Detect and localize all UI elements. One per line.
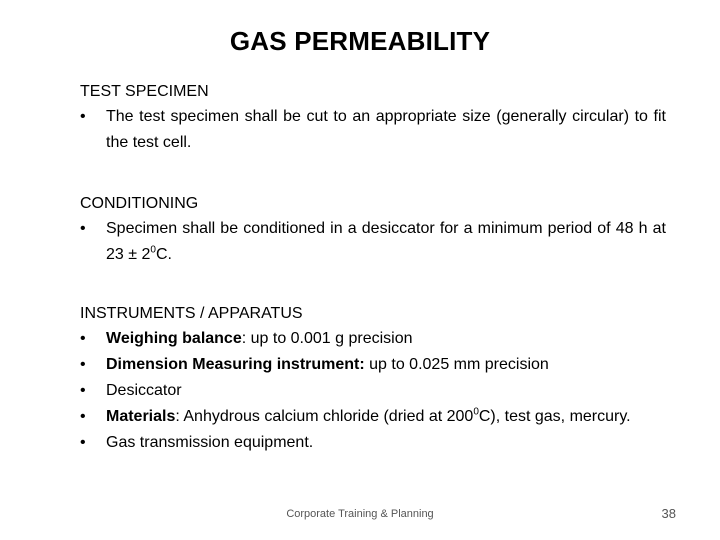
list-item <box>80 104 666 156</box>
item-text: Specimen shall be conditioned in a desiccator for a minimum period of 48 h at 23 ± 2 <box>106 220 666 263</box>
bullet-icon: • <box>80 356 86 373</box>
list-item <box>80 404 666 430</box>
list-item <box>80 352 666 378</box>
item-text: : up to 0.001 g precision <box>241 330 413 347</box>
bullet-icon: • <box>80 330 86 347</box>
list-item <box>80 378 666 404</box>
item-label: Weighing balance <box>106 330 242 347</box>
bullet-list <box>80 216 666 268</box>
section-test-specimen <box>80 82 666 156</box>
section-heading: INSTRUMENTS / APPARATUS <box>80 305 303 322</box>
item-label: Materials <box>106 408 176 425</box>
footer-text: Corporate Training & Planning <box>286 508 434 520</box>
item-text: : Anhydrous calcium chloride (dried at 200 <box>175 408 474 425</box>
section-heading: TEST SPECIMEN <box>80 83 209 100</box>
bullet-icon: • <box>80 434 86 451</box>
item-label: Dimension Measuring instrument: <box>106 356 365 373</box>
item-text: The test specimen shall be cut to an appropriate size (generally circular) to fit the test cell. <box>106 108 666 151</box>
superscript: 0 <box>473 406 479 418</box>
list-item <box>80 430 666 456</box>
item-text: up to 0.025 mm precision <box>364 356 549 373</box>
item-text: Gas transmission equipment. <box>106 434 314 451</box>
bullet-icon: • <box>80 408 86 425</box>
item-text: Desiccator <box>106 382 182 399</box>
bullet-list <box>80 104 666 156</box>
item-text-end: C), test gas, mercury. <box>478 408 631 425</box>
bullet-icon: • <box>80 220 86 237</box>
list-item <box>80 216 666 268</box>
list-item <box>80 326 666 352</box>
page-title: GAS PERMEABILITY <box>229 26 491 56</box>
page-number: 38 <box>661 506 676 521</box>
bullet-icon: • <box>80 382 86 399</box>
item-text-end: C. <box>155 246 172 263</box>
section-instruments <box>80 304 666 456</box>
superscript: 0 <box>150 244 156 256</box>
bullet-list <box>80 326 666 456</box>
section-conditioning <box>80 194 666 268</box>
section-heading: CONDITIONING <box>80 195 199 212</box>
bullet-icon: • <box>80 108 86 125</box>
